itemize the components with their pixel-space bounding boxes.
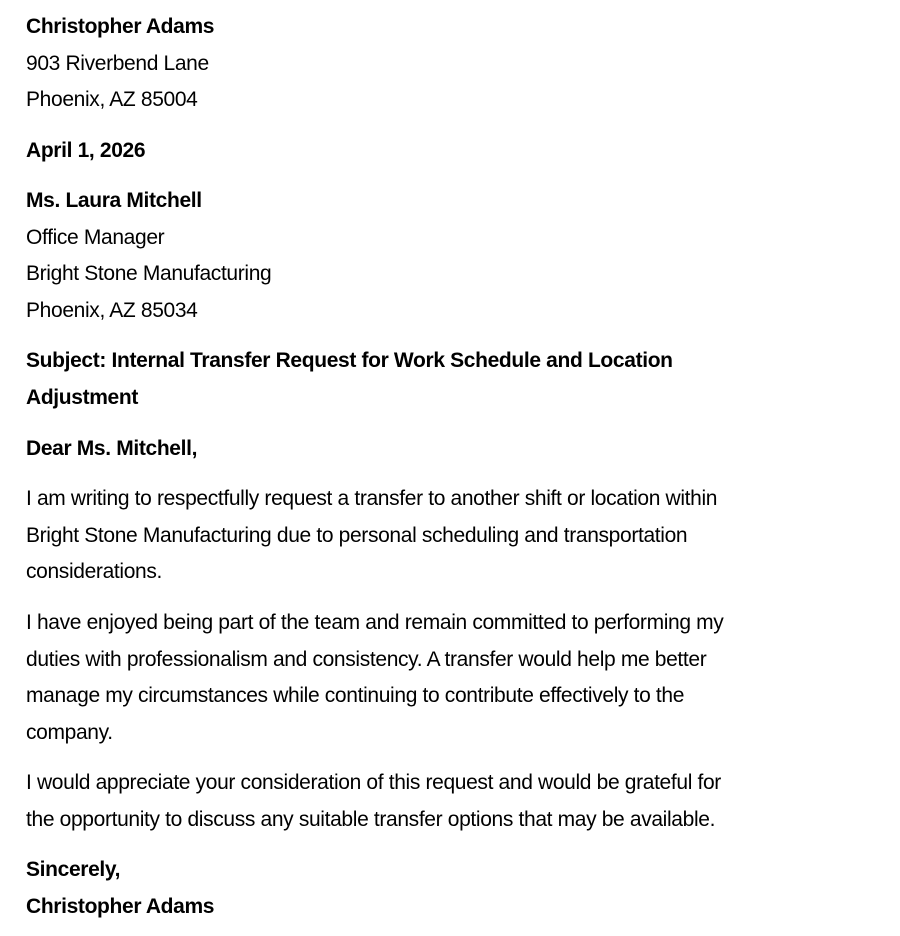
paragraph-line: duties with professionalism and consistency. A transfer would help me better — [26, 647, 707, 671]
valediction: Sincerely, — [26, 858, 121, 881]
paragraph-line: the opportunity to discuss any suitable transfer options that may be available. — [26, 807, 716, 831]
paragraph-line: considerations. — [26, 560, 162, 583]
paragraph-line: I would appreciate your consideration of this request and would be grateful for — [26, 771, 721, 794]
paragraph-line: manage my circumstances while continuing to contribute effectively to the — [26, 684, 685, 707]
body-paragraph-3 — [26, 765, 721, 838]
salutation: Dear Ms. Mitchell, — [26, 437, 198, 460]
sender-block — [26, 9, 214, 119]
letter-date: April 1, 2026 — [26, 139, 146, 162]
sender-name: Christopher Adams — [26, 15, 215, 38]
paragraph-line: I have enjoyed being part of the team and remain committed to performing my — [26, 611, 724, 634]
paragraph-line: Bright Stone Manufacturing due to personal scheduling and transportation — [26, 523, 688, 547]
recipient-company: Bright Stone Manufacturing — [26, 262, 272, 285]
paragraph-line: company. — [26, 720, 113, 744]
recipient-title: Office Manager — [26, 225, 165, 249]
body-paragraph-2 — [26, 605, 723, 751]
date-block — [26, 133, 145, 170]
recipient-address: Phoenix, AZ 85034 — [26, 298, 198, 322]
subject-block — [26, 343, 673, 416]
paragraph-line: I am writing to respectfully request a transfer to another shift or location within — [26, 487, 718, 510]
subject-line-2: Adjustment — [26, 385, 139, 409]
signature-name: Christopher Adams — [26, 894, 215, 918]
closing-block — [26, 852, 214, 925]
subject-line-1: Subject: Internal Transfer Request for Work Schedule and Location — [26, 349, 673, 372]
salutation-block — [26, 431, 197, 468]
sender-address-line2: Phoenix, AZ 85004 — [26, 88, 198, 111]
recipient-name: Ms. Laura Mitchell — [26, 189, 202, 212]
body-paragraph-1 — [26, 481, 717, 591]
sender-address-line1: 903 Riverbend Lane — [26, 51, 209, 75]
recipient-block — [26, 183, 271, 329]
